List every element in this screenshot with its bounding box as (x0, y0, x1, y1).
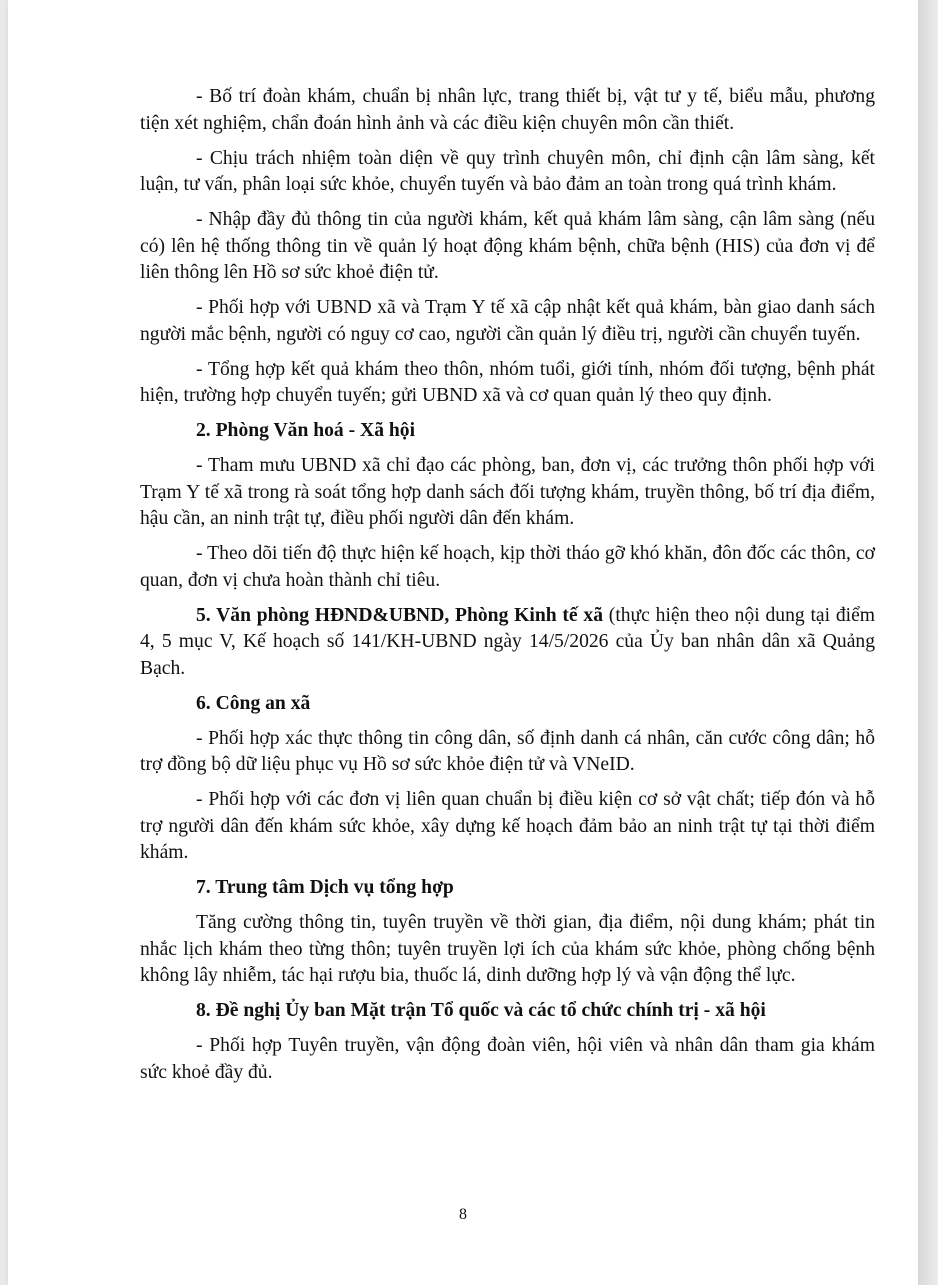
paragraph-security-plan: - Phối hợp với các đơn vị liên quan chuẩn bị điều kiện cơ sở vật chất; tiếp đón và hỗ trợ người dân đến khám sức khỏe, xây dựng kế hoạch đảm bảo an ninh trật tự tại thời điểm khám. (140, 789, 875, 863)
paragraph-equipment-prep: - Bố trí đoàn khám, chuẩn bị nhân lực, trang thiết bị, vật tư y tế, biểu mẫu, phương tiện xét nghiệm, chẩn đoán hình ảnh và các điều kiện chuyên môn cần thiết. (140, 86, 875, 134)
paragraph-communication: Tăng cường thông tin, tuyên truyền về thời gian, địa điểm, nội dung khám; phát tin nhắc lịch khám theo từng thôn; tuyên truyền lợi ích của khám sức khỏe, phòng chống bệnh không lây nhiễm, tác hại rượu bia, thuốc lá, dinh dưỡng hợp lý và vận động thể lực. (140, 912, 875, 986)
paragraph-mobilize-members: - Phối hợp Tuyên truyền, vận động đoàn viên, hội viên và nhân dân tham gia khám sức khoẻ đầy đủ. (140, 1035, 875, 1083)
paragraph-summarize-results: - Tổng hợp kết quả khám theo thôn, nhóm tuổi, giới tính, nhóm đối tượng, bệnh phát hiện, trường hợp chuyển tuyến; gửi UBND xã và cơ quan quản lý theo quy định. (140, 358, 875, 406)
paragraph-monitor-progress: - Theo dõi tiến độ thực hiện kế hoạch, kịp thời tháo gỡ khó khăn, đôn đốc các thôn, cơ quan, đơn vị chưa hoàn thành chỉ tiêu. (140, 543, 875, 591)
document-body (140, 84, 875, 1095)
paragraph-professional-responsibility: - Chịu trách nhiệm toàn diện về quy trình chuyên môn, chỉ định cận lâm sàng, kết luận, tư vấn, phân loại sức khỏe, chuyển tuyến và bảo đảm an toàn trong quá trình khám. (140, 147, 875, 195)
page-edge-shadow (918, 0, 938, 1285)
section-heading-office-title: 5. Văn phòng HĐND&UBND, Phòng Kinh tế xã (196, 604, 604, 626)
paragraph-his-data-entry: - Nhập đầy đủ thông tin của người khám, kết quả khám lâm sàng, cận lâm sàng (nếu có) lên hệ thống thông tin về quản lý hoạt động khám bệnh, chữa bệnh (HIS) của đơn vị để liên thông lên Hồ sơ sức khoẻ điện tử. (140, 209, 875, 283)
section-heading-service-center: 7. Trung tâm Dịch vụ tổng hợp (196, 877, 454, 898)
paragraph-advise-commune: - Tham mưu UBND xã chỉ đạo các phòng, ban, đơn vị, các trưởng thôn phối hợp với Trạm Y tế xã trong rà soát tổng hợp danh sách đối tượng khám, truyền thông, bố trí địa điểm, hậu cần, an ninh trật tự, điều phối người dân đến khám. (140, 455, 875, 529)
paragraph-verify-citizen-info: - Phối hợp xác thực thông tin công dân, số định danh cá nhân, căn cước công dân; hỗ trợ đồng bộ dữ liệu phục vụ Hồ sơ sức khỏe điện tử và VNeID. (140, 727, 875, 775)
section-heading-police: 6. Công an xã (196, 692, 311, 714)
section-heading-office (140, 603, 875, 683)
paragraph-coordinate-commune: - Phối hợp với UBND xã và Trạm Y tế xã cập nhật kết quả khám, bàn giao danh sách người mắc bệnh, người có nguy cơ cao, người cần quản lý điều trị, người cần chuyển tuyến. (140, 297, 875, 345)
section-heading-office-note: (thực hiện theo nội dung tại điểm 4, 5 mục V, Kế hoạch số 141/KH-UBND ngày 14/5/2026 của Ủy ban nhân dân xã Quảng Bạch. (140, 604, 876, 679)
section-heading-culture-society: 2. Phòng Văn hoá - Xã hội (196, 420, 416, 441)
section-heading-fatherland-front: 8. Đề nghị Ủy ban Mặt trận Tổ quốc và các tổ chức chính trị - xã hội (196, 1000, 766, 1021)
page-number: 8 (459, 1206, 467, 1223)
document-page (8, 0, 918, 1285)
